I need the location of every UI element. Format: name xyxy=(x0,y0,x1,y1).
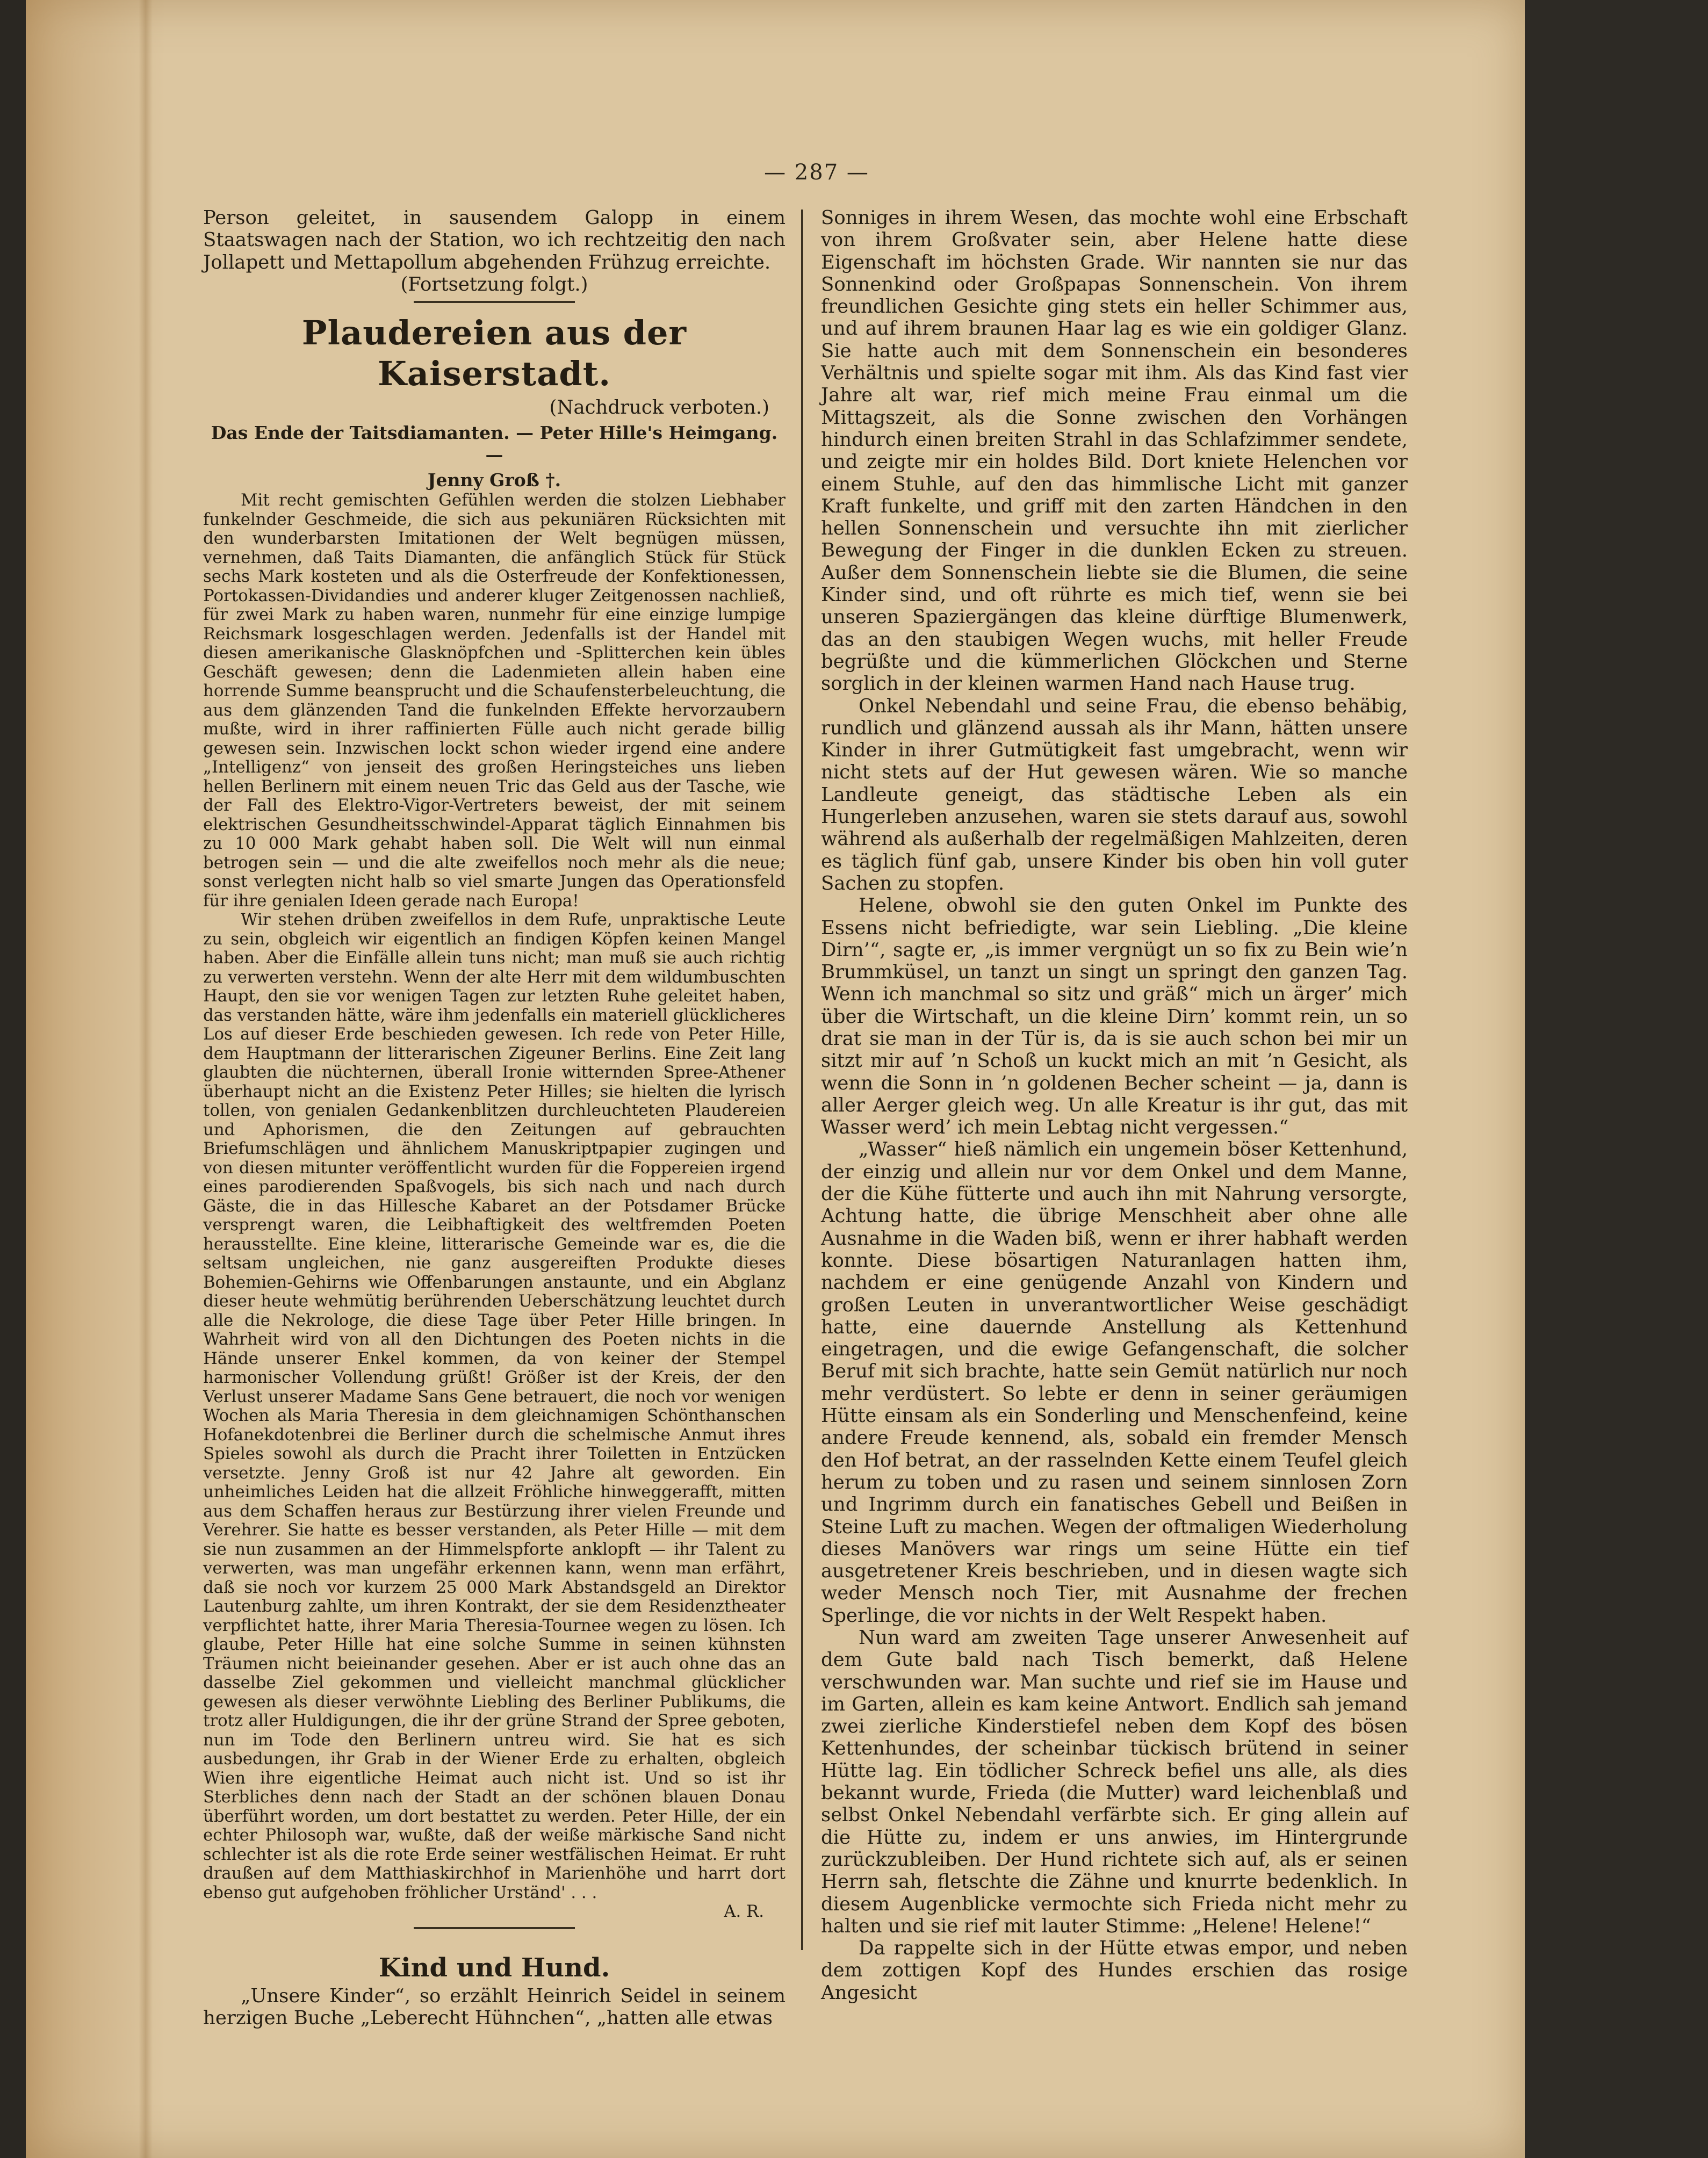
article-paragraph: Wir stehen drüben zweifellos in dem Rufe, unpraktische Leute zu sein, obgleich wir eigentlich an findigen Köpfen keinen Mangel haben. Aber die Einfälle allein tuns nicht; man muß sie auch richtig zu verwerten verstehn. Wenn der alte Herr mit dem wildumbuschten Haupt, den sie vor wenigen Tagen zur letzten Ruhe geleitet haben, das verstanden hätte, wäre ihm jedenfalls ein materiell glücklicheres Los auf dieser Erde beschieden gewesen. Ich rede von Peter Hille, dem Hauptmann der litterarischen Zigeuner Berlins. Eine Zeit lang glaubten die nüchternen, überall Ironie witternden Spree-Athener überhaupt nicht an die Existenz Peter Hilles; sie hielten die lyrisch tollen, von genialen Gedankenblitzen durchleuchteten Plaudereien und Aphorismen, die den Zeitungen auf gebrauchten Briefumschlägen und ähnlichem Manuskriptpapier zugingen und von diesen mitunter veröffentlicht wurden für die Foppereien irgend eines parodierenden Spaßvogels, bis sich nach und nach durch Gäste, die in das Hillesche Kabaret an der Potsdamer Brücke versprengt waren, die Leibhaftigkeit des weltfremden Poeten herausstellte. Eine kleine, litterarische Gemeinde war es, die die seltsam ungleichen, nie ganz ausgereiften Produkte dieses Bohemien-Gehirns wie Offenbarungen anstaunte, und ein Abglanz dieser heute wehmütig berührenden Ueberschätzung leuchtet durch alle die Nekrologe, die diese Tage über Peter Hille bringen. In Wahrheit wird von all den Dichtungen des Poeten nichts in die Hände unserer Enkel kommen, da von keiner der Stempel harmonischer Vollendung grüßt! Größer ist der Kreis, der den Verlust unserer Madame Sans Gene betrauert, die noch vor wenigen Wochen als Maria Theresia in dem gleichnamigen Schönthanschen Hofanekdotenbrei die Berliner durch die schelmische Anmut ihres Spieles sowohl als durch die Pracht ihrer Toiletten in Entzücken versetzte. Jenny Groß ist nur 42 Jahre alt geworden. Ein unheimliches Leiden hat die allzeit Fröhliche hinweggerafft, mitten aus dem Schaffen heraus zur Bestürzung ihrer vielen Freunde und Verehrer. Sie hatte es besser verstanden, als Peter Hille — mit dem sie nun zusammen an der Himmelspforte anklopft — ihr Talent zu verwerten, was man ungefähr erkennen kann, wenn man erfährt, daß sie noch vor kurzem 25 000 Mark Abstandsgeld an Direktor Lautenburg zahlte, um ihren Kontrakt, der sie dem Residenztheater verpflichtet hatte, ihrer Maria Theresia-Tournee wegen zu lösen. Ich glaube, Peter Hille hat eine solche Summe in seinen kühnsten Träumen nicht beieinander gesehen. Aber er ist auch ohne das an dasselbe Ziel gekommen und vielleicht manchmal glücklicher gewesen als dieser verwöhnte Liebling des Berliner Publikums, die trotz aller Huldigungen, die ihr der grüne Strand der Spree geboten, nun im Tode den Berlinern untreu wird. Sie hat es sich ausbedungen, ihr Grab in der Wiener Erde zu erhalten, obgleich Wien ihre eigentliche Heimat auch nicht ist. Und so ist ihr Sterbliches denn nach der Stadt an der schönen blauen Donau überführt worden, um dort bestattet zu werden. Peter Hille, der ein echter Philosoph war, wußte, daß der weiße märkische Sand nicht schlechter ist als die rote Erde seiner westfälischen Heimat. Er ruht draußen auf dem Matthiaskirchhof in Marienhöhe und harrt dort ebenso gut aufgehoben fröhlicher Urständ' . . . xyxy=(203,910,785,1902)
divider xyxy=(414,1927,575,1929)
article-signature: A. R. xyxy=(724,1902,764,1922)
article-paragraph: Da rappelte sich in der Hütte etwas empor, und neben dem zottigen Kopf des Hundes erschien das rosige Angesicht xyxy=(821,1937,1408,2004)
article-paragraph: Sonniges in ihrem Wesen, das mochte wohl eine Erbschaft von ihrem Großvater sein, aber Helene hatte diese Eigenschaft im höchsten Grade. Wir nannten sie nur das Sonnenkind oder Großpapas Sonnenschein. Von ihrem freundlichen Gesichte ging stets ein heller Schimmer aus, und auf ihrem braunen Haar lag es wie ein goldiger Glanz. Sie hatte auch mit dem Sonnenschein ein besonderes Verhältnis und spielte sogar mit ihm. Als das Kind fast vier Jahre alt war, rief mich meine Frau einmal um die Mittagszeit, als die Sonne zwischen den Vorhängen hindurch einen breiten Strahl in das Schlafzimmer sendete, und zeigte mir ein holdes Bild. Dort kniete Helenchen vor einem Stuhle, auf den das himmlische Licht mit ganzer Kraft funkelte, und griff mit den zarten Händchen in den hellen Sonnenschein und versuchte ihn mit zierlicher Bewegung der Finger in die dunklen Ecken zu streuen. Außer dem Sonnenschein liebte sie die Blumen, die seine Kinder sind, und oft rührte es mich tief, wenn sie bei unseren Spaziergängen das kleine dürftige Blumenwerk, das an den staubigen Wegen wuchs, mit heller Freude begrüßte und die kümmerlichen Glöckchen und Sterne sorglich in der kleinen warmen Hand nach Hause trug. xyxy=(821,207,1408,695)
article-title: Plaudereien aus der Kaiserstadt. xyxy=(301,313,687,394)
article-paragraph: Helene, obwohl sie den guten Onkel im Punkte des Essens nicht befriedigte, war sein Liebling. „Die kleine Dirn’“, sagte er, „is immer vergnügt un so fix zu Bein wie’n Brummküsel, un tanzt un singt un springt den ganzen Tag. Wenn ich manchmal so sitz und gräß“ mich un ärger’ mich über die Wirtschaft, un die kleine Dirn’ kommt rein, un so drat sie man in der Tür is, da is sie auch schon bei mir un sitzt mir auf ’n Schoß un kuckt mich an mit ’n Gesicht, als wenn die Sonn in ’n goldenen Becher scheint — ja, dann is aller Aerger gleich weg. Un alle Kreatur is ihr gut, das mit Wasser werd’ ich mein Lebtag nicht vergessen.“ xyxy=(821,894,1408,1139)
story-ending: Person geleitet, in sausendem Galopp in einem Staatswagen nach der Station, wo ich rechtzeitig den nach Jollapett und Mettapollum abgehenden Frühzug erreichte. xyxy=(203,207,785,273)
article-paragraph: Nun ward am zweiten Tage unserer Anwesenheit auf dem Gute bald nach Tisch bemerkt, daß Helene verschwunden war. Man suchte und rief sie im Hause und im Garten, allein es kam keine Antwort. Endlich sah jemand zwei zierliche Kinderstiefel neben dem Kopf des bösen Kettenhundes, der scheinbar tückisch brütend in seiner Hütte lag. Ein tödlicher Schreck befiel uns alle, als dies bekannt wurde, Frieda (die Mutter) ward leichenblaß und selbst Onkel Nebendahl verfärbte sich. Er ging allein auf die Hütte zu, indem er uns anwies, im Hintergrunde zurückzubleiben. Der Hund richtete sich auf, als er seinen Herrn sah, fletschte die Zähne und knurrte bedenklich. In diesem Augenblicke vermochte sich Frieda nicht mehr zu halten und sie rief mit lauter Stimme: „Helene! Helene!“ xyxy=(821,1627,1408,1937)
article-paragraph: „Wasser“ hieß nämlich ein ungemein böser Kettenhund, der einzig und allein nur vor dem Onkel und dem Manne, der die Kühe fütterte und auch ihn mit Nahrung versorgte, Achtung hatte, die übrige Menschheit aber ohne alle Ausnahme in die Waden biß, wenn er ihrer habhaft werden konnte. Diese bösartigen Naturanlagen hatten ihm, nachdem er eine genügende Anzahl von Kindern und großen Leuten in unverantwortlicher Weise geschädigt hatte, eine dauernde Anstellung als Kettenhund eingetragen, und die ewige Gefangenschaft, die solcher Beruf mit sich brachte, hatte sein Gemüt natürlich nur noch mehr verdüstert. So lebte er denn in seiner geräumigen Hütte einsam als ein Sonderling und Menschenfeind, keine andere Freude kennend, als, sobald ein fremder Mensch den Hof betrat, an der rasselnden Kette einem Teufel gleich herum zu toben und zu rasen und seinem sinnlosen Zorn und Ingrimm durch ein fanatisches Gebell und Beißen in Steine Luft zu machen. Wegen der oftmaligen Wiederholung dieses Manövers war rings um seine Hütte ein tief ausgetretener Kreis beschrieben, und in diesen wagte sich weder Mensch noch Tier, mit Ausnahme der frechen Sperlinge, die vor nichts in der Welt Respekt haben. xyxy=(821,1138,1408,1627)
scan-background xyxy=(1525,0,1708,2158)
article-paragraph: „Unsere Kinder“, so erzählt Heinrich Seidel in seinem herzigen Buche „Leberecht Hühnchen“, „hatten alle etwas xyxy=(203,1984,785,2030)
article-paragraph: Mit recht gemischten Gefühlen werden die stolzen Liebhaber funkelnder Geschmeide, die sich aus pekuniären Rücksichten mit den wunderbarsten Imitationen der Welt begnügen müssen, vernehmen, daß Taits Diamanten, die anfänglich Stück für Stück sechs Mark kosteten und als die Osterfreude der Konfektionessen, Portokassen-Dividandies und anderer kluger Zeitgenossen nachließ, für zwei Mark zu haben waren, nunmehr für eine einzige lumpige Reichsmark losgeschlagen werden. Jedenfalls ist der Handel mit diesen amerikanische Glasknöpfchen und -Splitterchen kein übles Geschäft gewesen; denn die Ladenmieten allein haben eine horrende Summe beansprucht und die Schaufensterbeleuchtung, die aus dem glänzenden Tand die funkelnden Effekte hervorzaubern mußte, wird in ihrer raffinierten Fülle auch nicht gerade billig gewesen sein. Inzwischen lockt schon wieder irgend eine andere „Intelligenz“ von jenseit des großen Heringsteiches uns lieben hellen Berlinern mit einem neuen Tric das Geld aus der Tasche, wie der Fall des Elektro-Vigor-Vertreters beweist, der mit seinem elektrischen Gesundheitsschwindel-Apparat täglich Einnahmen bis zu 10 000 Mark gehabt haben soll. Die Welt will nun einmal betrogen sein — und die alte zweifellos noch mehr als die neue; sonst verlegten nicht halb so viel smarte Jungen das Operationsfeld für ihre genialen Ideen gerade nach Europa! xyxy=(203,490,785,911)
reprint-notice: (Nachdruck verboten.) xyxy=(549,396,769,419)
article-subtitle-2: Jenny Groß †. xyxy=(427,470,561,491)
column-rule xyxy=(801,210,803,1950)
article-subtitle: Das Ende der Taitsdiamanten. — Peter Hille's Heimgang. — xyxy=(211,422,778,466)
article-paragraph: Onkel Nebendahl und seine Frau, die ebenso behäbig, rundlich und glänzend aussah als ihr Mann, hätten unsere Kinder in ihrer Gutmütigkeit fast umgebracht, wenn wir nicht stets auf der Hut gewesen wären. Wie so manche Landleute geneigt, das städtische Leben als ein Hungerleben anzusehen, waren sie stets darauf aus, sowohl während als außerhalb der regelmäßigen Mahlzeiten, deren es täglich fünf gab, unsere Kinder bis oben hin voll guter Sachen zu stopfen. xyxy=(821,695,1408,894)
left-column xyxy=(203,207,785,2030)
page-number: — 287 — xyxy=(764,160,869,185)
divider xyxy=(414,301,575,303)
right-column xyxy=(821,207,1408,2004)
continuation-note: (Fortsetzung folgt.) xyxy=(400,273,588,295)
article-title-2: Kind und Hund. xyxy=(378,1952,610,1983)
